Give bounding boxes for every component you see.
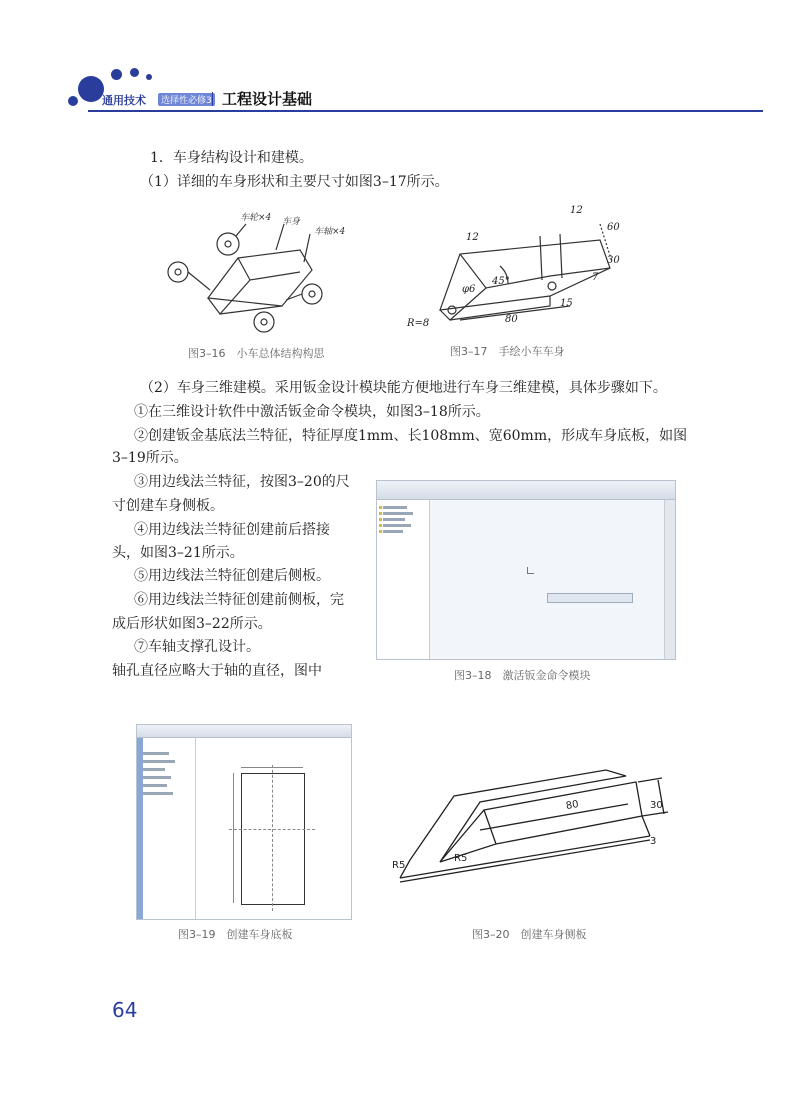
feature-tree xyxy=(137,738,196,919)
command-popup xyxy=(547,593,633,603)
figure-3-20-caption: 图3–20 创建车身侧板 xyxy=(472,928,587,941)
figure-3-17-dim: 80 xyxy=(505,314,518,325)
figure-3-16-caption: 图3–16 小车总体结构构思 xyxy=(188,347,325,360)
figure-3-17-dim: 15 xyxy=(560,298,573,309)
figure-3-18-caption: 图3–18 激活钣金命令模块 xyxy=(454,669,591,682)
dimension-line xyxy=(241,767,303,768)
header-separator xyxy=(212,92,213,106)
header-rule xyxy=(88,110,763,112)
header-dot xyxy=(68,96,78,106)
figure-3-20-dim-r5: R5 xyxy=(454,853,468,864)
app-toolbar xyxy=(377,481,675,500)
center-line-horizontal xyxy=(229,829,315,830)
figure-3-17-dim: 7 xyxy=(592,272,599,283)
book-title: 工程设计基础 xyxy=(222,90,313,108)
header-series-badge: 选择性必修3 xyxy=(158,93,215,106)
figure-3-20-dim-80: 80 xyxy=(565,798,580,813)
figure-3-16-label-body: 车身 xyxy=(282,217,301,227)
item-4-cont: 头，如图3–21所示。 xyxy=(112,545,244,561)
figure-3-17-dim: 30 xyxy=(607,255,620,266)
origin-marker xyxy=(527,567,534,574)
figure-3-17-dim: R=8 xyxy=(407,318,430,329)
step-2-text: （2）车身三维建模。采用钣金设计模块能方便地进行车身三维建模，具体步骤如下。 xyxy=(140,380,667,396)
item-1: ①在三维设计软件中激活钣金命令模块，如图3–18所示。 xyxy=(134,404,490,420)
item-4: ④用边线法兰特征创建前后搭接 xyxy=(134,522,330,538)
header-subject: 通用技术 xyxy=(102,94,146,107)
app-toolbar xyxy=(137,725,351,738)
figure-3-20-dim-3: 3 xyxy=(650,836,657,847)
figure-3-17-dim: 45° xyxy=(492,276,510,287)
figure-3-18-screenshot xyxy=(376,480,676,660)
item-7: ⑦车轴支撑孔设计。 xyxy=(134,639,260,655)
left-strip xyxy=(137,738,143,919)
item-6: ⑥用边线法兰特征创建前侧板，完 xyxy=(134,592,344,608)
task-pane xyxy=(664,500,675,659)
figure-3-19-screenshot xyxy=(136,724,352,920)
figure-3-16-label-wheel: 车轮×4 xyxy=(240,213,272,223)
header-dot xyxy=(146,74,152,80)
header-dot xyxy=(111,69,122,80)
item-3-cont: 寸创建车身侧板。 xyxy=(112,498,224,514)
item-2: ②创建钣金基底法兰特征，特征厚度1mm、长108mm、宽60mm，形成车身底板，如图 xyxy=(134,428,688,444)
header-dot xyxy=(130,68,139,77)
item-6-cont: 成后形状如图3–22所示。 xyxy=(112,616,272,632)
section-heading: 1．车身结构设计和建模。 xyxy=(150,150,313,166)
item-3: ③用边线法兰特征，按图3–20的尺 xyxy=(134,474,350,490)
figure-3-17-caption: 图3–17 手绘小车车身 xyxy=(450,345,565,358)
dimension-line xyxy=(233,773,234,903)
figure-3-20-dim-30: 30 xyxy=(650,800,663,811)
header-dot-large xyxy=(78,76,104,102)
figure-3-17-dim: 12 xyxy=(570,205,583,216)
page-number: 64 xyxy=(112,998,138,1022)
figure-3-17-dim: φ6 xyxy=(462,284,476,295)
base-plate-rect xyxy=(241,773,305,905)
figure-3-20-dim-r5: R5 xyxy=(392,860,406,871)
step-1-text: （1）详细的车身形状和主要尺寸如图3–17所示。 xyxy=(140,174,449,190)
figure-3-17-dim: 60 xyxy=(607,222,620,233)
item-7-cont: 轴孔直径应略大于轴的直径，图中 xyxy=(112,663,322,679)
feature-tree xyxy=(377,500,430,659)
figure-3-17-sketch xyxy=(400,200,640,340)
figure-3-16-label-axle: 车轴×4 xyxy=(314,227,346,237)
figure-3-19-caption: 图3–19 创建车身底板 xyxy=(178,928,293,941)
figure-3-20-drawing xyxy=(380,752,680,892)
item-2-cont: 3–19所示。 xyxy=(112,450,188,466)
figure-3-17-dim: 12 xyxy=(466,232,479,243)
center-line-vertical xyxy=(272,765,273,911)
item-5: ⑤用边线法兰特征创建后侧板。 xyxy=(134,568,330,584)
